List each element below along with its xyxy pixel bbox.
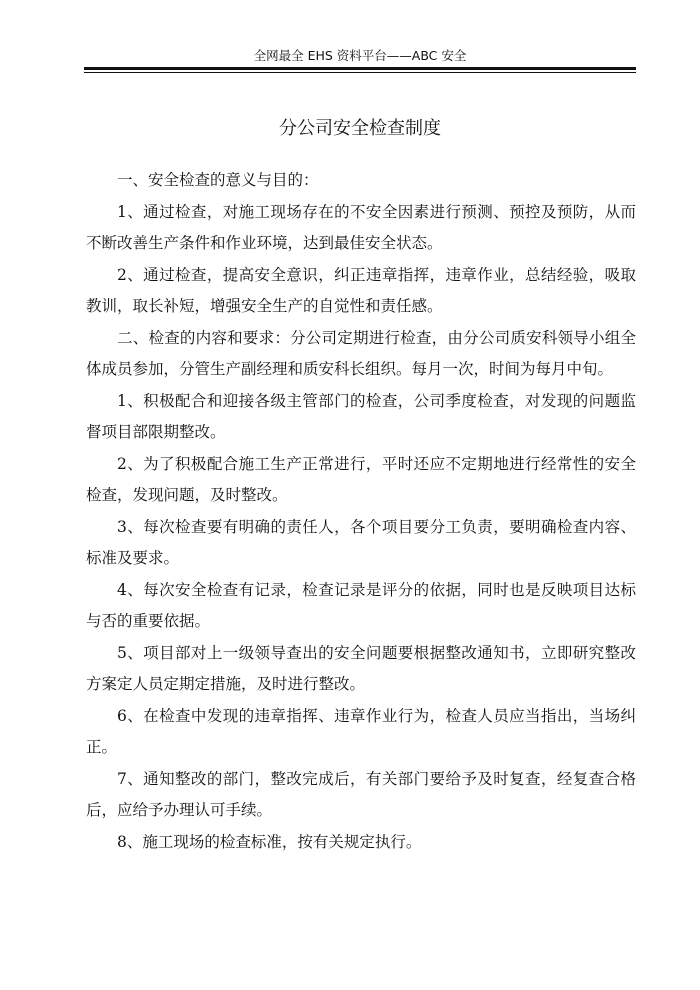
paragraph: 3、每次检查要有明确的责任人，各个项目要分工负责，要明确检查内容、标准及要求。 [86,517,636,567]
section-heading-content: 二、检查的内容和要求：分公司定期进行检查，由分公司质安科领导小组全体成员参加，分管生产副经理和质安科长组织。每月一次，时间为每月中旬。 [86,328,636,378]
section-heading-purpose: 一、安全检查的意义与目的： [117,171,319,189]
header-rule-thin [84,72,636,73]
paragraph: 1、积极配合和迎接各级主管部门的检查，公司季度检查，对发现的问题监督项目部限期整改。 [86,391,636,441]
page-header: 全网最全 EHS 资料平台——ABC 安全 [253,48,467,63]
paragraph: 4、每次安全检查有记录，检查记录是评分的依据，同时也是反映项目达标与否的重要依据。 [86,580,636,630]
document-body [86,165,636,858]
header-rule-thick [84,67,636,70]
paragraph: 2、为了积极配合施工生产正常进行，平时还应不定期地进行经常性的安全检查，发现问题，及时整改。 [86,454,636,504]
paragraph: 7、通知整改的部门，整改完成后，有关部门要给予及时复查，经复查合格后，应给予办理认可手续。 [86,769,636,819]
paragraph: 2、通过检查，提高安全意识，纠正违章指挥，违章作业，总结经验，吸取教训，取长补短，增强安全生产的自觉性和责任感。 [86,265,636,315]
paragraph: 8、施工现场的检查标准，按有关规定执行。 [117,832,422,851]
paragraph: 1、通过检查，对施工现场存在的不安全因素进行预测、预控及预防，从而不断改善生产条件和作业环境，达到最佳安全状态。 [86,202,636,252]
paragraph: 6、在检查中发现的违章指挥、违章作业行为，检查人员应当指出，当场纠正。 [86,706,636,756]
paragraph: 5、项目部对上一级领导查出的安全问题要根据整改通知书，立即研究整改方案定人员定期定措施，及时进行整改。 [86,643,636,693]
document-title: 分公司安全检查制度 [279,118,441,139]
